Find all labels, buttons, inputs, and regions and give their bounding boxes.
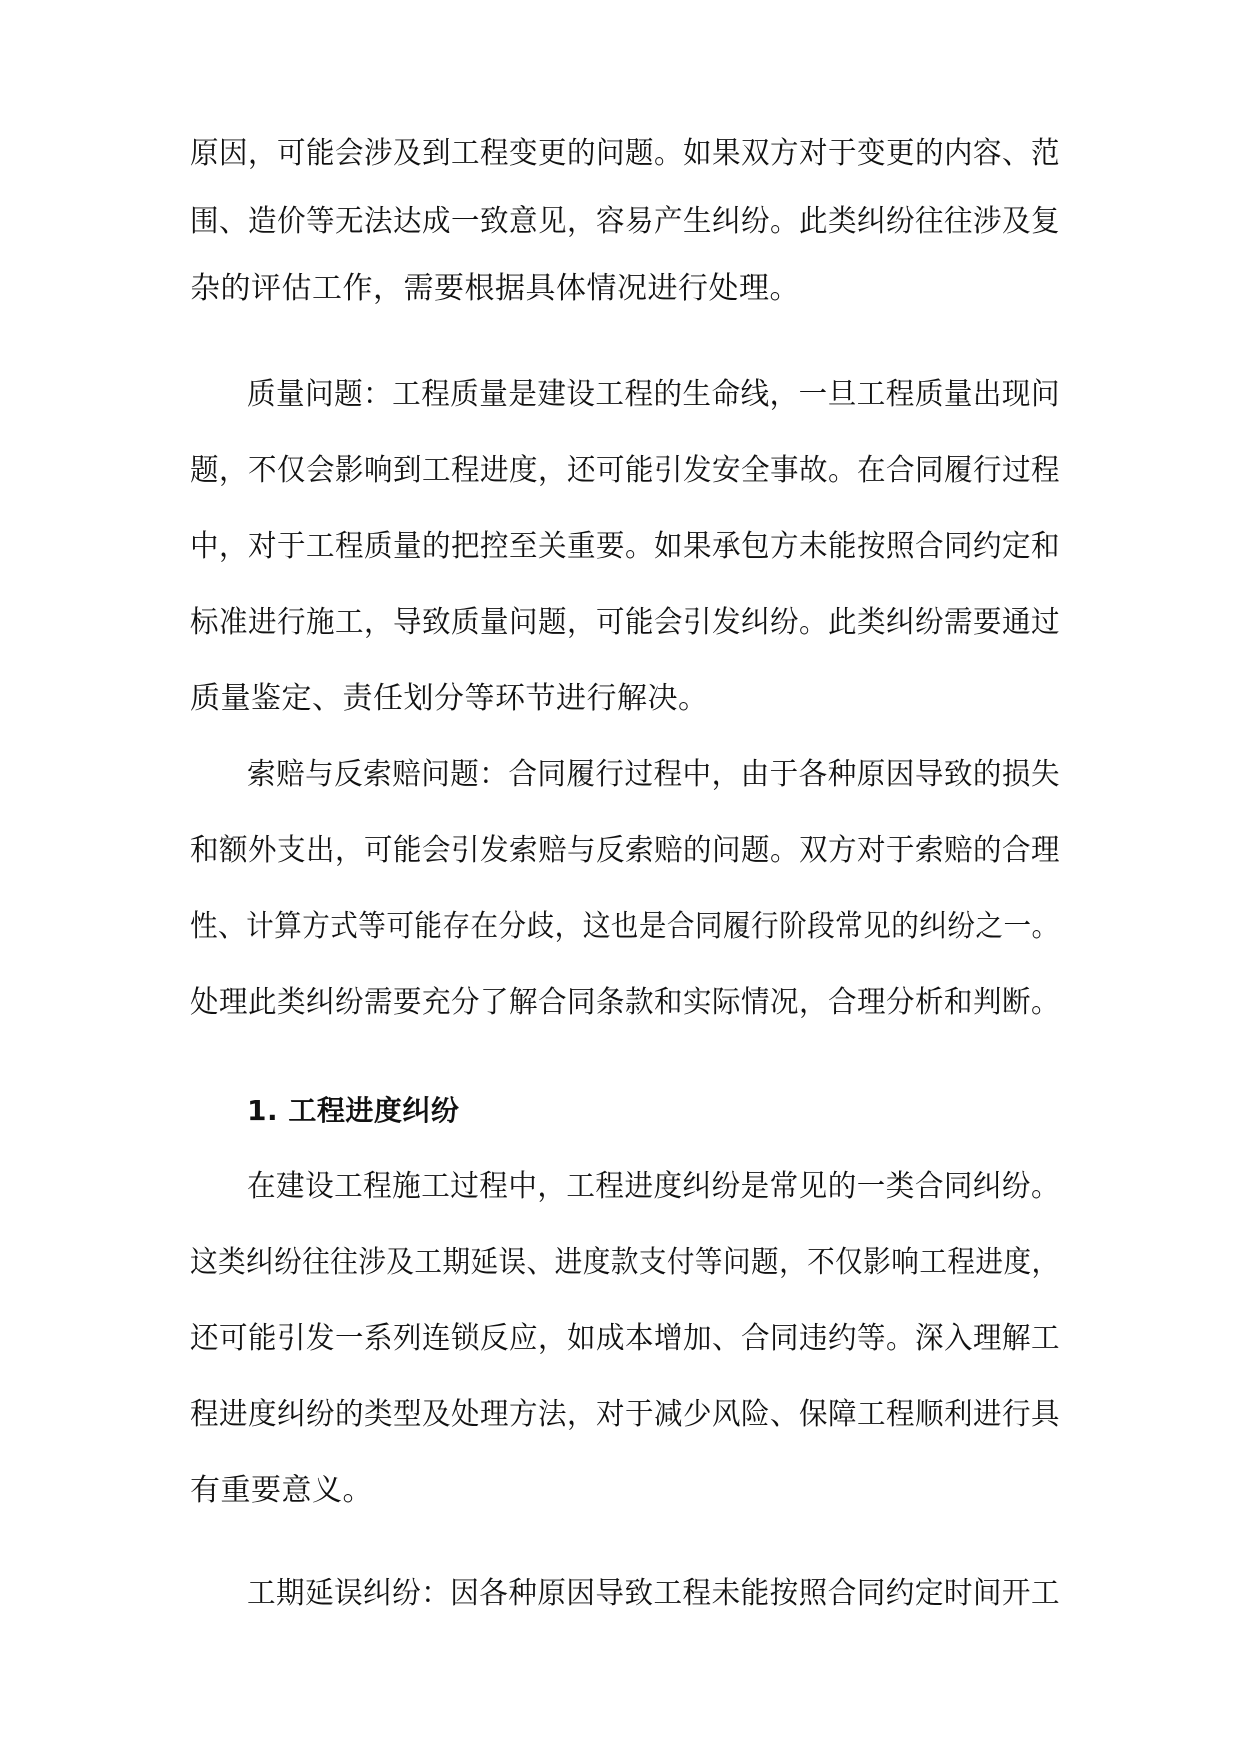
paragraph-line: 还可能引发一系列连锁反应，如成本增加、合同违约等。深入理解工 <box>190 1321 1060 1356</box>
paragraph-line: 标准进行施工，导致质量问题，可能会引发纠纷。此类纠纷需要通过 <box>190 605 1060 640</box>
paragraph-line: 索赔与反索赔问题：合同履行过程中，由于各种原因导致的损失 <box>247 757 1061 792</box>
paragraph-line: 这类纠纷往往涉及工期延误、进度款支付等问题，不仅影响工程进度， <box>190 1245 1060 1280</box>
paragraph-line: 质量问题：工程质量是建设工程的生命线，一旦工程质量出现问 <box>247 377 1061 412</box>
paragraph-line: 质量鉴定、责任划分等环节进行解决。 <box>190 681 709 716</box>
paragraph-line: 工期延误纠纷：因各种原因导致工程未能按照合同约定时间开工 <box>247 1576 1061 1611</box>
section-heading: 1. 工程进度纠纷 <box>247 1094 460 1127</box>
paragraph-line: 原因，可能会涉及到工程变更的问题。如果双方对于变更的内容、范 <box>190 136 1060 171</box>
paragraph-line: 在建设工程施工过程中，工程进度纠纷是常见的一类合同纠纷。 <box>247 1169 1061 1204</box>
paragraph-line: 杂的评估工作，需要根据具体情况进行处理。 <box>190 271 800 306</box>
paragraph-line: 题，不仅会影响到工程进度，还可能引发安全事故。在合同履行过程 <box>190 453 1060 488</box>
paragraph-line: 性、计算方式等可能存在分歧，这也是合同履行阶段常见的纠纷之一。 <box>190 909 1060 944</box>
paragraph-line: 有重要意义。 <box>190 1473 373 1508</box>
paragraph-line: 处理此类纠纷需要充分了解合同条款和实际情况，合理分析和判断。 <box>190 985 1060 1020</box>
paragraph-line: 程进度纠纷的类型及处理方法，对于减少风险、保障工程顺利进行具 <box>190 1397 1060 1432</box>
paragraph-line: 和额外支出，可能会引发索赔与反索赔的问题。双方对于索赔的合理 <box>190 833 1060 868</box>
paragraph-line: 围、造价等无法达成一致意见，容易产生纠纷。此类纠纷往往涉及复 <box>190 204 1060 239</box>
paragraph-line: 中，对于工程质量的把控至关重要。如果承包方未能按照合同约定和 <box>190 529 1060 564</box>
